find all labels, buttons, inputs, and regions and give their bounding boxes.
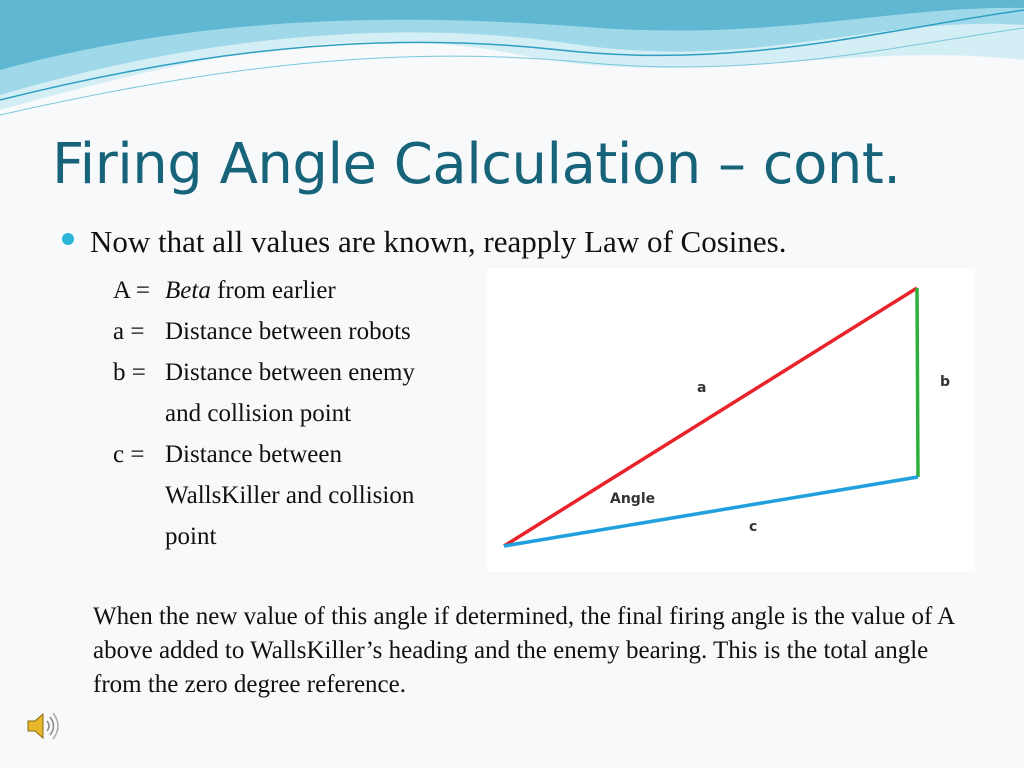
bullet-item [62, 224, 786, 260]
definition-value: Distance between [165, 441, 343, 468]
definition-c-continued: WallsKiller and collision [165, 482, 415, 509]
side-a-line [504, 288, 917, 546]
side-b-line [917, 288, 918, 477]
definition-c-continued: point [165, 523, 217, 550]
triangle-diagram [487, 268, 975, 572]
label-c: c [749, 519, 758, 535]
definition-b-continued: and collision point [165, 400, 352, 427]
definition-c [113, 441, 342, 469]
definition-value: from earlier [210, 277, 336, 304]
label-angle: Angle [610, 491, 656, 507]
definition-value: Distance between enemy [165, 359, 415, 386]
definition-b [113, 359, 415, 387]
definition-A [113, 277, 336, 305]
explanation-paragraph: When the new value of this angle if determined, the final firing angle is the value of A above added to WallsKiller’s heading and the enemy bearing. This is the total angle from the zero degree reference. [93, 603, 954, 698]
side-c-line [504, 477, 918, 546]
definition-key: A = [113, 277, 151, 304]
speaker-icon[interactable] [22, 706, 62, 746]
definition-a [113, 318, 411, 346]
label-a: a [697, 380, 707, 396]
definition-key: c = [113, 441, 145, 468]
slide-title: Firing Angle Calculation – cont. [52, 132, 901, 197]
bullet-marker [62, 233, 74, 245]
header-wave-decoration [0, 0, 1024, 130]
definition-value: Distance between robots [165, 318, 411, 345]
label-b: b [940, 374, 951, 390]
definition-emphasis: Beta [165, 277, 211, 304]
definition-key: a = [113, 318, 145, 345]
bullet-text: Now that all values are known, reapply Law of Cosines. [90, 224, 787, 259]
definition-key: b = [113, 359, 146, 386]
